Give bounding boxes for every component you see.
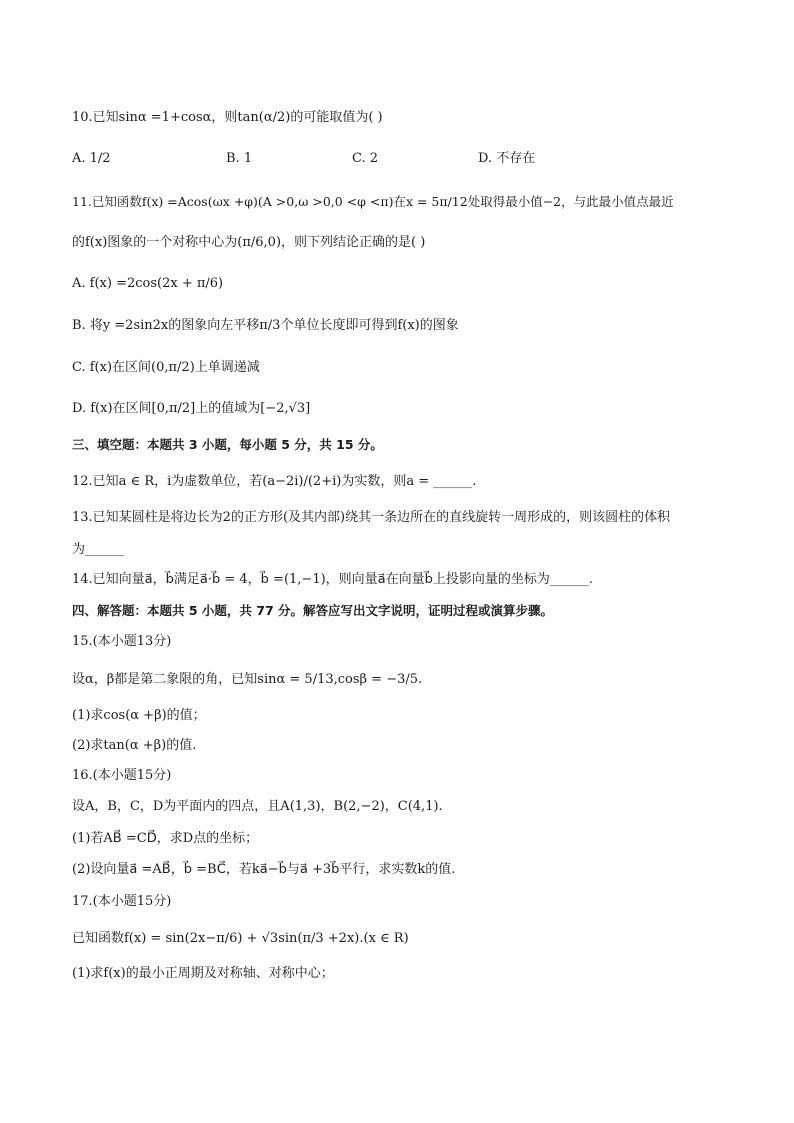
q10-option-b: B. 1	[226, 151, 253, 166]
q11-stem-line2: 的f(x)图象的一个对称中心为(π/6,0)，则下列结论正确的是( )	[72, 235, 426, 250]
q13-line2: 为______	[72, 542, 125, 557]
q10-option-a: A. 1/2	[72, 151, 111, 166]
q14: 14.已知向量a⃗，b⃗满足a⃗·b⃗ = 4，b⃗ =(1,−1)，则向量a⃗在向量b⃗上投影向量的坐标为______.	[72, 572, 594, 587]
q16-part2: (2)设向量a⃗ =AB⃗，b⃗ =BC⃗，若ka⃗−b⃗与a⃗ +3b⃗平行，求实数k的值.	[72, 862, 456, 877]
q16-header: 16.(本小题15分)	[72, 768, 172, 783]
q15-stem: 设α，β都是第二象限的角，已知sinα = 5/13,cosβ = −3/5.	[72, 672, 423, 687]
q10-option-c: C. 2	[352, 151, 379, 166]
q15-header: 15.(本小题13分)	[72, 634, 172, 649]
q13-line1: 13.已知某圆柱是将边长为2的正方形(及其内部)绕其一条边所在的直线旋转一周形成的，则该圆柱的体积	[72, 510, 671, 525]
q15-part1: (1)求cos(α +β)的值；	[72, 708, 206, 723]
q11-option-a: A. f(x) =2cos(2x + π/6)	[72, 276, 224, 291]
q12: 12.已知a ∈ R，i为虚数单位，若(a−2i)/(2+i)为实数，则a = ______.	[72, 474, 477, 489]
q10-stem: 10.已知sinα =1+cosα，则tan(α/2)的可能取值为( )	[72, 110, 383, 125]
section-3-heading: 三、填空题：本题共 3 小题，每小题 5 分，共 15 分。	[72, 437, 383, 452]
q11-option-c: C. f(x)在区间(0,π/2)上单调递减	[72, 360, 260, 375]
q15-part2: (2)求tan(α +β)的值.	[72, 738, 197, 753]
q10-option-d: D. 不存在	[478, 151, 536, 166]
q17-stem: 已知函数f(x) = sin(2x−π/6) + √3sin(π/3 +2x).(x ∈ R)	[72, 931, 409, 946]
section-4-heading: 四、解答题：本题共 5 小题，共 77 分。解答应写出文字说明，证明过程或演算步骤。	[72, 603, 554, 618]
q11-stem-line1: 11.已知函数f(x) =Acos(ωx +φ)(A >0,ω >0,0 <φ <π)在x = 5π/12处取得最小值−2，与此最小值点最近	[72, 194, 674, 209]
q17-header: 17.(本小题15分)	[72, 894, 172, 909]
q16-part1: (1)若AB⃗ =CD⃗，求D点的坐标；	[72, 831, 259, 846]
q16-stem: 设A，B，C，D为平面内的四点，且A(1,3)，B(2,−2)，C(4,1).	[72, 799, 443, 814]
q11-option-b: B. 将y =2sin2x的图象向左平移π/3个单位长度即可得到f(x)的图象	[72, 318, 459, 333]
q11-option-d: D. f(x)在区间[0,π/2]上的值域为[−2,√3]	[72, 401, 311, 416]
q17-part1: (1)求f(x)的最小正周期及对称轴、对称中心；	[72, 966, 334, 981]
